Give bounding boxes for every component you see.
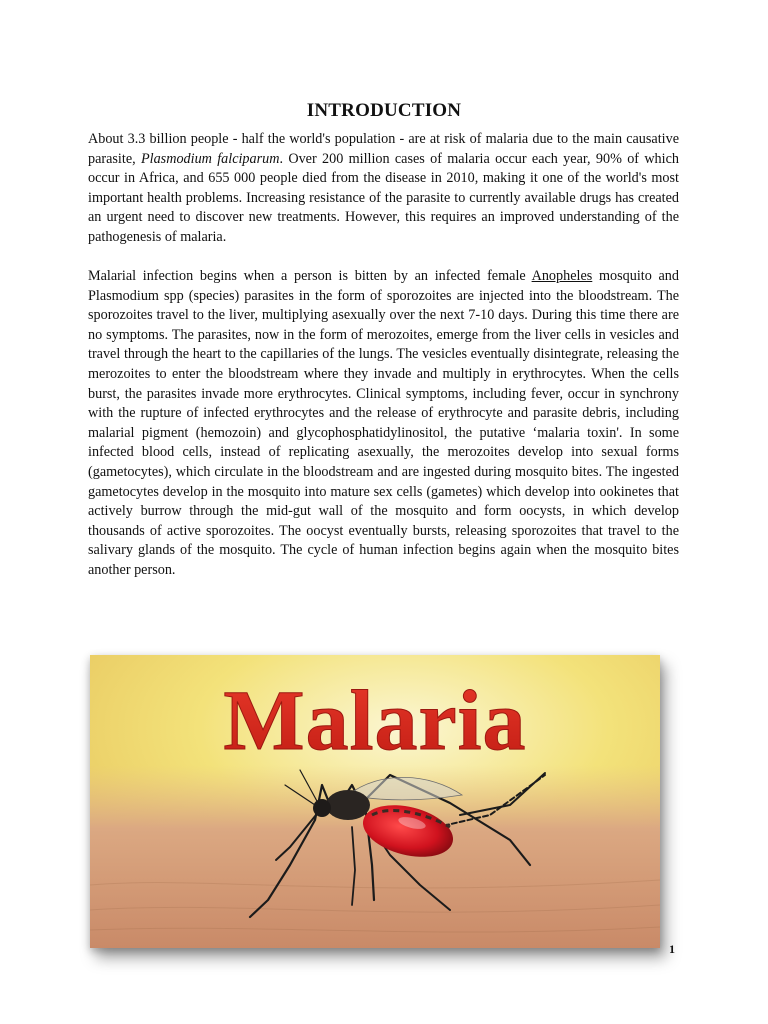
malaria-illustration — [90, 655, 660, 948]
p1-text-end: . Over 200 million cases of malaria occur each year, 90% of which occur in Africa, and 655 000 people died from the disease in 2010, making it one of the world's most important health problems. Increasing resistance of the parasite to currently available drugs has created an urgent need to discover new treatments. However, this requires an improved understanding of the pathogenesis of malaria. — [88, 150, 679, 245]
malaria-image — [90, 655, 660, 948]
page-title: INTRODUCTION — [306, 100, 462, 121]
anopheles-term: Anopheles — [531, 268, 593, 284]
p2-text-start: Malarial infection begins when a person is bitten by an infected female — [88, 268, 532, 284]
intro-paragraph-1 — [88, 130, 679, 248]
figure-headline: Malaria — [223, 672, 527, 768]
mosquito-thorax — [326, 790, 370, 820]
p1-text-start: About 3.3 billion people - half the world's population - are at risk of malaria due to the main causative parasite, — [88, 131, 679, 167]
intro-paragraph-2 — [88, 267, 679, 581]
mosquito-head — [313, 799, 331, 817]
species-name: Plasmodium falciparum — [140, 150, 280, 167]
page-number: 1 — [669, 942, 675, 956]
p2-text-end: mosquito and Plasmodium spp (species) parasites in the form of sporozoites are injected into the bloodstream. The sporozoites travel to the liver, multiplying asexually over the next 7-10 days. During this time there are no symptoms. The parasites, now in the form of merozoites, emerge from the liver cells in vesicles and travel through the heart to the capillaries of the lungs. The vesicles eventually disintegrate, releasing the merozoites to enter the bloodstream where they invade and multiply in erythrocytes. When the cells burst, the parasites invade more erythrocytes. Clinical symptoms, including fever, occur in synchrony with the rupture of infected erythrocytes and the release of erythrocyte and parasite debris, including malarial pigment (hemozoin) and glycophosphatidylinositol, the putative ‘malaria toxin'. In some infected blood cells, instead of replicating asexually, the merozoites develop into sexual forms (gametocytes), which circulate in the bloodstream and are ingested during mosquito bites. The ingested gametocytes develop in the mosquito into mature sex cells (gametes) which develop into ookinetes that actively burrow through the mid-gut wall of the mosquito and form oocysts, in which develop thousands of active sporozoites. The oocyst eventually bursts, releasing sporozoites that travel to the salivary glands of the mosquito. The cycle of human infection begins again when the mosquito bites another person. — [88, 268, 679, 578]
